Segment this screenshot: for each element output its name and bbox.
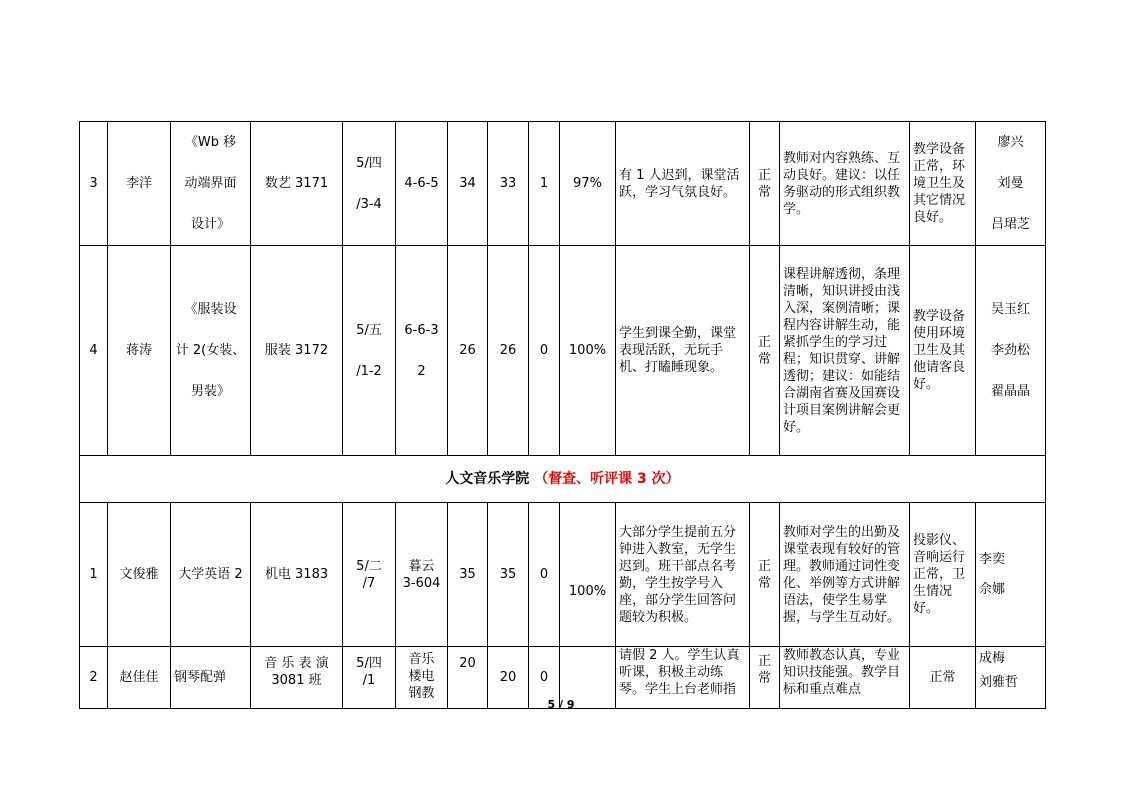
course-name: 《服装设 计 2(女装、 男装》 <box>171 246 251 456</box>
attendance-rate: 97% <box>560 122 616 246</box>
teacher-notes: 教师对内容熟练、互动良好。建议：以任务驱动的形式组织教学。 <box>780 122 910 246</box>
observers: 吴玉红 李劲松 翟晶晶 <box>976 246 1046 456</box>
actual-count: 33 <box>488 122 529 246</box>
actual-count: 20 <box>488 647 529 709</box>
facility-notes: 教学设备正常，环境卫生及其它情况良好。 <box>910 122 976 246</box>
course-name: 《Wb 移 动端界面 设计》 <box>171 122 251 246</box>
attendance-rate: 100% <box>560 503 616 647</box>
class-name: 机电 3183 <box>251 503 343 647</box>
teacher-name: 蒋涛 <box>108 246 171 456</box>
observers: 廖兴 刘曼 吕珺芝 <box>976 122 1046 246</box>
table-row <box>80 503 1046 647</box>
class-time: 5/五 /1-2 <box>343 246 396 456</box>
classroom: 音乐 楼电 钢教 <box>396 647 448 709</box>
teacher-notes: 教师教态认真，专业知识技能强。教学目标和重点难点 <box>780 647 910 709</box>
observers: 成梅 刘雅哲 <box>976 647 1046 709</box>
table-row <box>80 122 1046 246</box>
teacher-notes: 课程讲解透彻，条理清晰，知识讲授由浅入深，案例清晰；课程内容讲解生动，能紧抓学生的学习过程；知识贯穿、讲解透彻；建议：如能结合湖南省赛及国赛设计项目案例讲解会更好。 <box>780 246 910 456</box>
attendance-rate: 100% <box>560 246 616 456</box>
actual-count: 26 <box>488 246 529 456</box>
absent-count: 0 <box>529 246 560 456</box>
status: 正常 <box>750 122 780 246</box>
row-number: 1 <box>80 503 108 647</box>
class-time: 5/二 /7 <box>343 503 396 647</box>
inspection-table <box>79 121 1046 709</box>
student-notes: 请假 2 人。学生认真听课，积极主动练琴。学生上台老师指 <box>616 647 750 709</box>
page-number: 5 / 9 <box>547 698 575 711</box>
row-number: 3 <box>80 122 108 246</box>
facility-notes: 教学设备使用环境卫生及其他请客良好。 <box>910 246 976 456</box>
absent-count: 1 <box>529 122 560 246</box>
observers: 李奕 佘娜 <box>976 503 1046 647</box>
student-notes: 大部分学生提前五分钟进入教室，无学生迟到。班干部点名考勤，学生按学号入座，部分学生回答问题较为积极。 <box>616 503 750 647</box>
classroom: 4-6-5 <box>396 122 448 246</box>
class-name: 数艺 3171 <box>251 122 343 246</box>
class-name: 音 乐 表 演 3081 班 <box>251 647 343 709</box>
course-name: 大学英语 2 <box>171 503 251 647</box>
teacher-name: 文俊雅 <box>108 503 171 647</box>
expected-count: 35 <box>448 503 488 647</box>
table-row <box>80 246 1046 456</box>
class-name: 服装 3172 <box>251 246 343 456</box>
absent-count: 0 <box>529 503 560 647</box>
status: 正常 <box>750 503 780 647</box>
class-time: 5/四 /1 <box>343 647 396 709</box>
classroom: 6-6-3 2 <box>396 246 448 456</box>
expected-count: 20 <box>448 647 488 709</box>
status: 正常 <box>750 246 780 456</box>
row-number: 4 <box>80 246 108 456</box>
section-header-row <box>80 456 1046 503</box>
absent-count: 0 <box>529 647 560 709</box>
teacher-name: 赵佳佳 <box>108 647 171 709</box>
teacher-name: 李洋 <box>108 122 171 246</box>
actual-count: 35 <box>488 503 529 647</box>
classroom: 暮云 3-604 <box>396 503 448 647</box>
section-header <box>80 456 1046 503</box>
facility-notes: 正常 <box>910 647 976 709</box>
course-name: 钢琴配弹 <box>171 647 251 709</box>
section-note: （督查、听评课 3 次） <box>534 470 680 487</box>
status: 正常 <box>750 647 780 709</box>
student-notes: 学生到课全勤，课堂表现活跃，无玩手机、打瞌睡现象。 <box>616 246 750 456</box>
class-time: 5/四 /3-4 <box>343 122 396 246</box>
teacher-notes: 教师对学生的出勤及课堂表现有较好的管理。教师通过词性变化、举例等方式讲解语法，使学生易掌握，与学生互动好。 <box>780 503 910 647</box>
expected-count: 26 <box>448 246 488 456</box>
expected-count: 34 <box>448 122 488 246</box>
row-number: 2 <box>80 647 108 709</box>
facility-notes: 投影仪、音响运行正常，卫生情况好。 <box>910 503 976 647</box>
section-title: 人文音乐学院 <box>445 470 530 487</box>
student-notes: 有 1 人迟到，课堂活跃，学习气氛良好。 <box>616 122 750 246</box>
